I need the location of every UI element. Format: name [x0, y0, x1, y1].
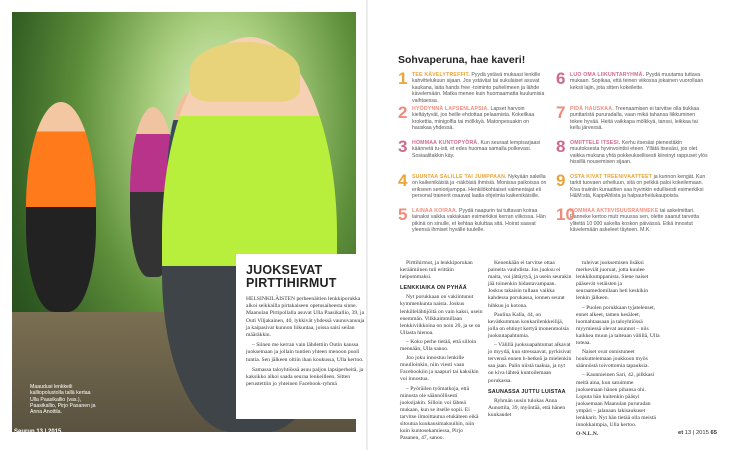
tip-number: 3	[398, 137, 408, 156]
tip-text: Nykyään saleilla on kaikenikäisiä ja -näköisiä ihmisiä. Monissa paikoissa on erikseen seniorijumppa. Henkilökohtaiset valmentajat eli personal trainerit osaavat laatia ohjelmia kaikenikäisille.	[412, 174, 547, 200]
tip-heading: OSTA KIVAT TREENIVAATTEET	[570, 174, 653, 180]
photo-caption: Maaudusi lenkkeili kalliopolustolla tallä kertaa Ulla Paasikallio (vas.), Paasikallio, Pirjo Pasanen ja Anna Anottila.	[30, 384, 96, 416]
magazine-logo: et	[678, 430, 684, 436]
tip-heading: LUO OMA LIIKUNTARYHMÄ.	[570, 72, 645, 78]
left-page	[0, 0, 368, 450]
page-footer-right	[678, 430, 717, 436]
tip-text: Pyydä ystävä mukaasi lenkille kahvittelukuun sijaan. Jos ystäväsi tai sukulaiset asuvat kaukana, laita hands free -toiminto puhelimeen ja lähde kävelemään. Matka menee kuin huomaamatta kuulumisia vaihtaessa.	[412, 72, 545, 104]
sidebar-title: Sohvaperuna, hae kaveri!	[398, 54, 526, 66]
tip-heading: LAINAA KOIRAA.	[412, 208, 458, 214]
runner-orange	[26, 102, 96, 312]
tip-item	[398, 171, 550, 208]
intro-paragraph: Samassa taloyhtiössä asuu paljon lapsiperheitä, ja kaksikko alkoi saada seuraa lenkeilleen. Sitten perustettiin jo yhteinen Facebook-ryhmä	[246, 366, 364, 388]
tip-item	[398, 103, 550, 140]
tip-item	[556, 137, 708, 174]
tip-heading: HOMMAA AKTIIVISUUSRANNEKE	[570, 208, 659, 214]
tip-item	[556, 69, 708, 106]
tip-heading: HYÖDYNNÄ LAPSENLAPSIA.	[412, 106, 490, 112]
tips-column-left	[398, 69, 550, 242]
tip-heading: HOMMAA KUNTOPYÖRÄ.	[412, 140, 480, 146]
tip-item	[398, 137, 550, 174]
article-paragraph: Nyt porukkaan on vakiintunut kymmenkunta naista. Joskus lenkillelähtijöitä on vain kaksi, usein enemmän. Vilkkaimmillaan lenkkiviikkoina on noin 20, ja se on Ullasta hienoa.	[400, 294, 483, 336]
tip-number: 1	[398, 69, 408, 88]
tip-number: 9	[556, 171, 566, 190]
runner-hair	[190, 42, 300, 102]
tip-heading: OMIITTELE ITSESI.	[570, 140, 621, 146]
tip-heading: TEE KÄVELYTREFFIT.	[412, 72, 470, 78]
issue-number: 13 | 2015	[684, 430, 709, 436]
article-paragraph: Ryhmän uusin tulokas Anna Aunottila, 39, myöntää, että hänen kuukaudet	[488, 397, 566, 418]
page-footer-left: Seurun 13 | 2015	[14, 429, 62, 435]
tip-text: Kun seuraat lempisarjaasi käännetä tu-isti, et edes huomaa samalla polkevasi. Sosiaalitakkin käy.	[412, 140, 541, 159]
article-column-2	[488, 260, 572, 421]
article-column-3	[576, 260, 660, 440]
article-paragraph: – Pyöräilen työmatkoja, että minusta ole säännöllisesti juoksijakin. Silloin voi lähteä mukaan, kun se itselle sopii. Ei tarvitse ilmoittautua etukäteen eikä sitoutua kuukausimaksuihin, niin kuin kuntosekamiessa, Pirjo Pasanen, 47, sanoo.	[400, 385, 479, 442]
tip-item	[556, 103, 708, 140]
tip-text: Pyydä naapurin tai tuttavan koiraa lainaksi vaikka vakiakaan esimerkiksi kerran viikossa. Hän pikinä on sinulle, et kehtaa kuluttaa sitä. Hoirat saavat yleensä ihmiset hyvälle tuulelle.	[412, 208, 546, 234]
article-paragraph: – Puolen porukkaan tyjatelenset, ennet alkeet, tamen kesäleet, luomahtaasaan ja taloyhtiössä myymiessä olevat asunnot – niis kaikkea muun ja taiteaan välillä, Ulla toteaa.	[576, 304, 660, 347]
tip-text: tai askelmittari. Ranneke kertoo mutr muussa sen, olette saanut tarvetta ylitettä 10 000 askelta koskon päivässä. Etkä innostut kävelemään askeleet täyteen. M.K.	[570, 208, 700, 234]
article-column-1	[400, 260, 484, 444]
tip-number: 10	[556, 205, 575, 224]
tip-number: 7	[556, 103, 566, 122]
intro-paragraph: – Siinen me kerran vain lähdettiin Outin kanssa juoksemaan ja jollain tuntien yhteen menoon puoli tuntia. Sen jälkeen oltiin ihan koukussa, Ulla kertoo.	[246, 342, 364, 363]
intro-paragraph: HELSINKILÄISTEN perheenäitien lenkkiporukka alkoi seikkailla pirtakaiseen opetusaiheesta sinne. Maanulan Pirtipollalla asuvat Ulla Paasikallio, 39, ja Outi Viljakainen, 40, lykkivät yhdessä vaunuvanuuja ja kaipasivat kunnon liikuntaa, joissa saisi seilan määräkkin.	[246, 296, 365, 339]
article-paragraph: – Välillä juoksuapahtumat alkavat jo myydä, kun stressaavat, pyrkisivat tervensä ennen h-hetkeä ja mielenkin saa jaan. Palin niistä taakua, ja nyt on kiva lähteä kuntoilemaan porukassa.	[488, 342, 572, 384]
article-paragraph: – Koko perhe tietää, että silloin mennään, Ulla sanoo.	[400, 338, 477, 353]
article-paragraph: Kenenkään ei tarvitse ottaa paineita vauhdista. Jos juoksu ei maita, voi jättäytyä, ja usein seurakin jää toinenkin hidastavampaan. Joskus takaisin tullaan vaikka kahdessa porukassa, ionnen seurat hihkuu jo kotona.	[488, 260, 572, 309]
tip-text: Kerhu itsesäsi pienestäkin muutoksesta hyvinvointisi eteen. Yllätä itsesäsi, jos olet vaikka mukana yhtä pokkeuksellisesti kiireinyt rappuset ylös hissillä nousemisen sijaan.	[570, 140, 708, 166]
article-intro-box	[236, 254, 368, 419]
tip-number: 8	[556, 137, 566, 156]
author-signature: O-N.L.N.	[576, 431, 599, 438]
tip-item	[556, 171, 708, 208]
tip-number: 5	[398, 205, 408, 224]
tip-text: Lapset harvoin kieltäytyvät, jos heille ehdottaa pelaamista. Kokeilkaa krokettia, minigolfia tai mölkkyä. Matonpesuakin on hauskaa yhdessä.	[412, 106, 535, 132]
tip-item	[556, 205, 708, 242]
tip-number: 6	[556, 69, 566, 88]
article-paragraph: – Kaunnieinen Sari, 42, pilkkasi meitä aina, kun satuimme juoksemaan hänen pihansa ohi. Loputa hän kuitenkin pääsyi juoksemaan Maanulan pururadan ympäri – jalanaan lakisaukuset lenkkarit. Nyt hän tietää olla meistä innokkaimpia, Ulla kertoo.	[576, 372, 656, 429]
article-paragraph: Paulina Kalla, 44, on kevätkumman konkarilenkkeilijä, jolla on ehtinyt kertyä monenmoisia juoksutapahtumia.	[488, 311, 569, 339]
tip-number: 4	[398, 171, 408, 190]
tip-item	[398, 205, 550, 242]
article-paragraph: Joo joku innostuu lenkille muulloinkin, niin viesti vaan Facebookiin ja naapuri tai kaksikin voi innostua.	[400, 355, 479, 383]
article-paragraph: Pirttihirmut, ja lenkkiporukan keräämiinen tuli erittäin helpommaksi.	[400, 260, 473, 281]
article-subheading: LENKKIAIKA ON PYHÄÄ	[400, 285, 467, 292]
article-paragraph: tuleivat juoksemisen lisäksi merkeviät juoruat, jotta kuulee lenkkikumppanista. Siene naiset pääsevät vetäisten ja seuraamedomilaan heti keskikin lenkin jälkeen.	[576, 260, 649, 302]
tip-item	[398, 69, 550, 106]
tip-number: 2	[398, 103, 408, 122]
tip-heading: SUUNTAA SALILLE TAI JUMPPAAN.	[412, 174, 507, 180]
tip-text: Treenaamisen ei tarvitse olla tiukkaa punttaristä pururadalla, vaan mikä tahansa liikkuminen tekee hyvää. Heitä vaikkapa mölkkyä, tanssi, leikkaa tai kellu järvessä.	[570, 106, 700, 132]
tip-text: Pyydä muutama tuttava mukaan. Sopikaa, että teinen viikossa jokainen vuorollaan keksii lajin, jota sitten kokeilette.	[570, 72, 704, 91]
article-paragraph: Naiset ovat onnistuneet houkuttelemaan joukkoon myös säännöstä toivottomia tapauksia.	[576, 349, 649, 370]
article-subheading: SAUNASSA JUTTU LUISTAA	[488, 388, 566, 395]
tip-heading: PIDÄ HAUSKAA.	[570, 106, 614, 112]
tip-text: ja kunnon kengät. Kun tarkit tuovaen urheiluun, sitä on pelkkä paloi kokeilemaan. Kiva traiiniin kuraattien saa hyvinkin edullisesti esimerkiksi H&M:stä, KappAhlista ja halpaurheilukaupoista.	[570, 174, 706, 200]
page-number: 65	[710, 430, 717, 436]
article-intro	[246, 296, 368, 388]
tips-column-right	[556, 69, 708, 242]
article-headline: JUOKSEVAT PIRTTIHIRMUT	[246, 263, 337, 290]
